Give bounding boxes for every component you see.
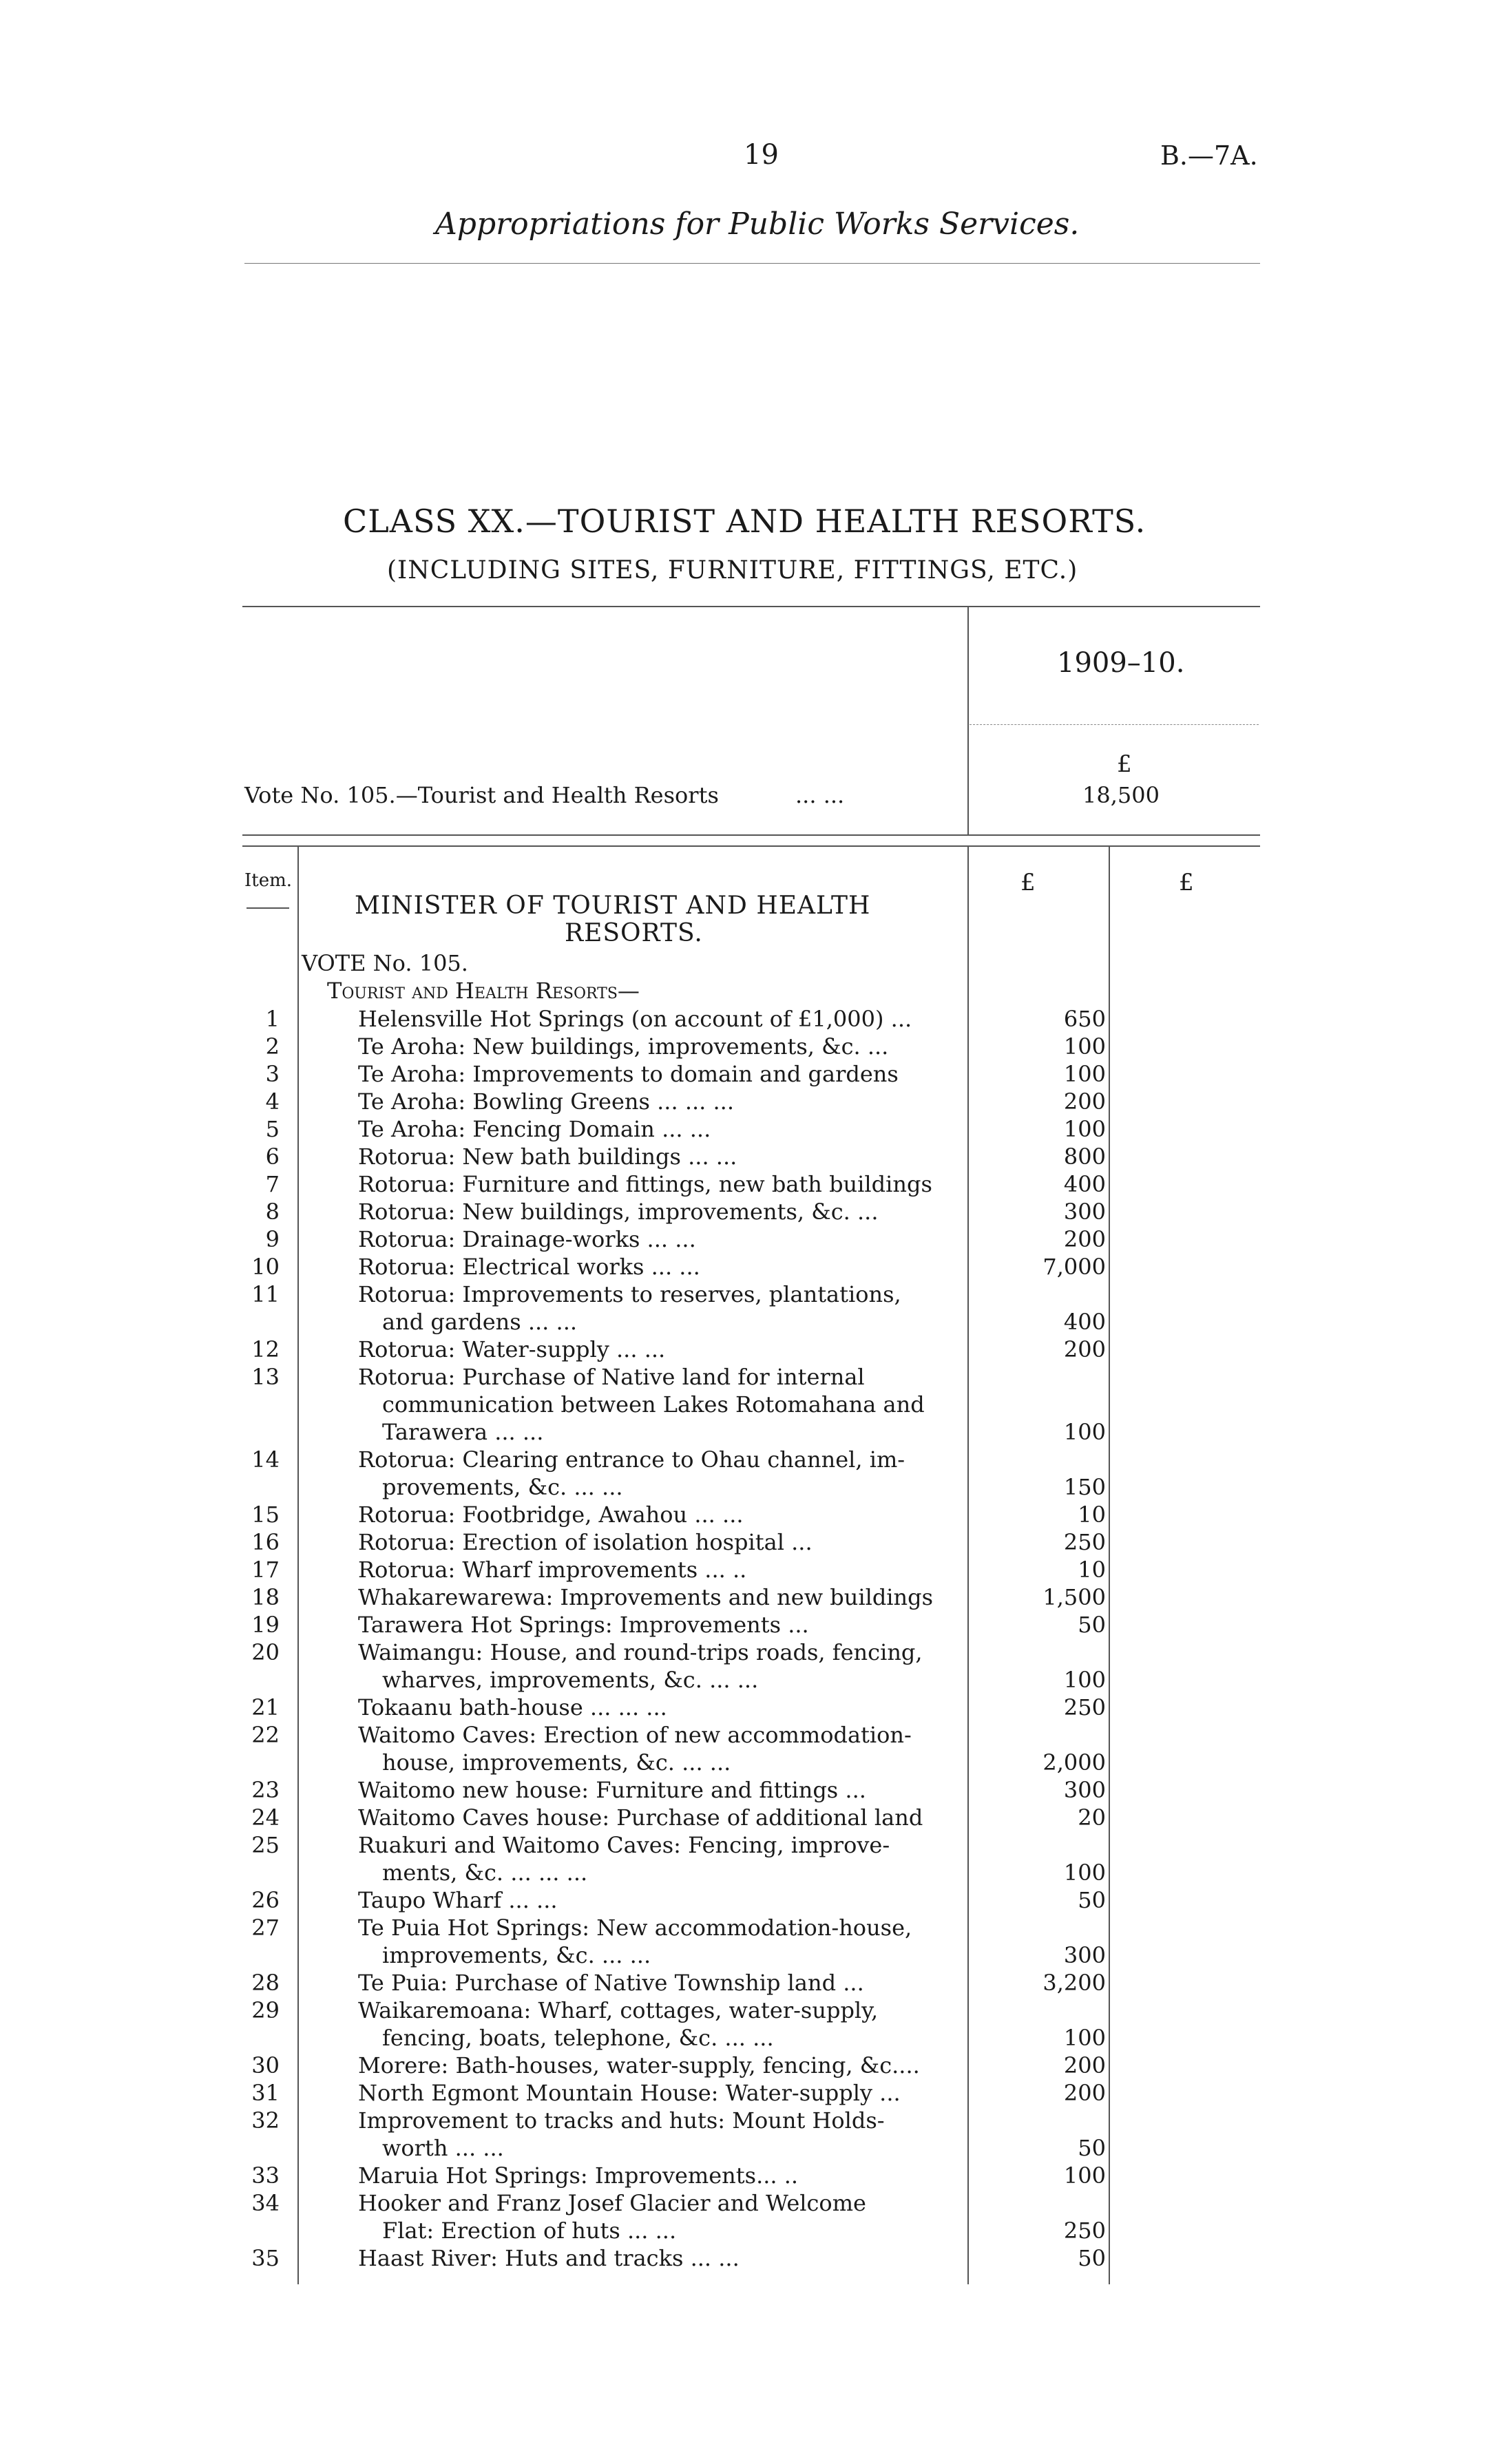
vote-amount: 18,500 [1082,782,1160,808]
table-row [0,1115,1488,1143]
item-description: Rotorua: New bath buildings ... ... [358,1144,737,1170]
table-row [0,2244,1488,2272]
table-row [0,1088,1488,1115]
item-amount: 200 [1063,2080,1106,2106]
item-description: Rotorua: Footbridge, Awahou ... ... [358,1502,744,1528]
item-number: 31 [251,2080,280,2106]
item-number: 2 [265,1033,280,1060]
item-description: Tarawera Hot Springs: Improvements ... [358,1612,809,1638]
table-row [0,1721,1488,1776]
item-amount: 50 [1078,1612,1106,1638]
item-amount: 200 [1063,2052,1106,2078]
item-number: 15 [251,1502,280,1528]
table-row [0,1501,1488,1528]
item-description: Te Puia Hot Springs: New accommodation-house, [358,1915,912,1941]
item-amount: 7,000 [1042,1254,1106,1280]
summary-currency: £ [1117,750,1132,778]
item-amount: 10 [1078,1557,1106,1583]
item-number: 16 [251,1529,280,1555]
item-description: Rotorua: Clearing entrance to Ohau channel, im- [358,1446,905,1473]
item-number: 35 [251,2245,280,2271]
item-number: 6 [265,1144,280,1170]
year-label: 1909–10. [1057,647,1185,679]
item-description: Rotorua: Water-supply ... ... [358,1336,666,1362]
item-description: Rotorua: Furniture and fittings, new bath buildings [358,1171,932,1197]
item-description: Tokaanu bath-house ... ... ... [358,1694,667,1720]
item-amount: 100 [1063,1116,1106,1142]
item-number: 10 [251,1254,280,1280]
class-subtitle: (INCLUDING SITES, FURNITURE, FITTINGS, ETC.) [387,556,1078,585]
table-row [0,1997,1488,2052]
item-number: 5 [265,1116,280,1142]
amount-column-currency: £ [1020,869,1036,896]
item-number: 7 [265,1171,280,1197]
table-row [0,1639,1488,1694]
table-row [0,1831,1488,1886]
item-amount: 50 [1078,2135,1106,2161]
item-amount: 100 [1063,1860,1106,1886]
vote-leaders: ... ... [795,782,845,808]
class-title: CLASS XX.—TOURIST AND HEALTH RESORTS. [343,503,1146,540]
table-row [0,1281,1488,1336]
table-row [0,2079,1488,2107]
item-number: 28 [251,1970,280,1996]
item-description: Maruia Hot Springs: Improvements... .. [358,2162,799,2189]
item-amount: 100 [1063,2162,1106,2189]
total-column-currency: £ [1179,869,1194,896]
item-amount: 200 [1063,1226,1106,1252]
table-top-rule [242,845,1260,847]
item-description: communication between Lakes Rotomahana and [382,1391,925,1418]
item-amount: 200 [1063,1336,1106,1362]
table-row [0,2107,1488,2162]
vote-heading: VOTE No. 105. [302,950,468,976]
item-number: 25 [251,1832,280,1858]
item-number: 20 [251,1639,280,1665]
item-description: Rotorua: Electrical works ... ... [358,1254,700,1280]
item-description: Waikaremoana: Wharf, cottages, water-supply, [358,1997,879,2023]
table-row [0,1225,1488,1253]
item-amount: 400 [1063,1309,1106,1335]
table-row [0,1694,1488,1721]
tourist-health-subheading: Tourist and Health Resorts— [327,978,640,1004]
item-amount: 300 [1063,1199,1106,1225]
item-number: 30 [251,2052,280,2078]
table-row [0,1253,1488,1281]
running-title: Appropriations for Public Works Services. [435,207,1080,242]
summary-column-divider [967,607,969,834]
item-amount: 250 [1063,1694,1106,1720]
item-amount: 1,500 [1042,1584,1106,1610]
item-description: fencing, boats, telephone, &c. ... ... [382,2025,774,2051]
item-number: 21 [251,1694,280,1720]
item-number: 9 [265,1226,280,1252]
table-row [0,2189,1488,2244]
item-amount: 250 [1063,2218,1106,2244]
document-reference: B.—7A. [1160,140,1258,171]
item-header-underline [247,907,289,909]
table-row [0,1583,1488,1611]
item-number: 27 [251,1915,280,1941]
table-row [0,1005,1488,1033]
item-amount: 100 [1063,1033,1106,1060]
item-amount: 100 [1063,1667,1106,1693]
item-number: 32 [251,2107,280,2134]
item-amount: 650 [1063,1006,1106,1032]
item-amount: 300 [1063,1942,1106,1968]
item-description: Improvement to tracks and huts: Mount Holds- [358,2107,885,2134]
item-description: ments, &c. ... ... ... [382,1860,588,1886]
item-description: Tarawera ... ... [382,1419,544,1445]
item-description: Rotorua: Erection of isolation hospital ... [358,1529,813,1555]
item-description: Rotorua: Improvements to reserves, plantations, [358,1281,901,1307]
item-number: 4 [265,1088,280,1115]
table-row [0,2162,1488,2189]
item-amount: 400 [1063,1171,1106,1197]
item-number: 8 [265,1199,280,1225]
item-number: 3 [265,1061,280,1087]
table-row [0,2052,1488,2079]
table-row [0,1143,1488,1170]
item-description: house, improvements, &c. ... ... [382,1749,731,1776]
item-number: 18 [251,1584,280,1610]
item-number: 22 [251,1722,280,1748]
item-description: Ruakuri and Waitomo Caves: Fencing, improve- [358,1832,890,1858]
item-number: 12 [251,1336,280,1362]
item-amount: 20 [1078,1804,1106,1831]
item-number: 11 [251,1281,280,1307]
header-rule [244,263,1260,264]
item-description: Waitomo new house: Furniture and fittings ... [358,1777,866,1803]
table-row [0,1556,1488,1583]
item-description: Waitomo Caves house: Purchase of additional land [358,1804,923,1831]
item-number: 24 [251,1804,280,1831]
item-description: Te Aroha: Fencing Domain ... ... [358,1116,711,1142]
item-number: 34 [251,2190,280,2216]
item-number: 26 [251,1887,280,1913]
item-amount: 100 [1063,1419,1106,1445]
item-description: Rotorua: New buildings, improvements, &c. ... [358,1199,879,1225]
table-row [0,1363,1488,1446]
item-description: Te Aroha: New buildings, improvements, &c. ... [358,1033,889,1060]
table-row [0,1914,1488,1969]
item-amount: 100 [1063,1061,1106,1087]
item-number: 14 [251,1446,280,1473]
table-row [0,1060,1488,1088]
table-row [0,1446,1488,1501]
item-description: Waimangu: House, and round-trips roads, fencing, [358,1639,923,1665]
vote-label: Vote No. 105.—Tourist and Health Resorts [244,782,719,808]
item-amount: 50 [1078,1887,1106,1913]
summary-bottom-rule [242,834,1260,836]
table-row [0,1528,1488,1556]
item-description: Rotorua: Wharf improvements ... .. [358,1557,747,1583]
item-description: Whakarewarewa: Improvements and new buildings [358,1584,934,1610]
item-description: Rotorua: Purchase of Native land for internal [358,1364,865,1390]
summary-top-rule [242,606,1260,607]
item-column-header: Item. [244,870,293,891]
item-description: and gardens ... ... [382,1309,578,1335]
item-amount: 250 [1063,1529,1106,1555]
item-number: 23 [251,1777,280,1803]
ministry-heading-line2: RESORTS. [565,919,703,947]
item-number: 17 [251,1557,280,1583]
item-number: 1 [265,1006,280,1032]
item-number: 13 [251,1364,280,1390]
item-amount: 800 [1063,1144,1106,1170]
item-description: Morere: Bath-houses, water-supply, fencing, &c.... [358,2052,920,2078]
item-amount: 150 [1063,1474,1106,1500]
table-row [0,1611,1488,1639]
item-description: Waitomo Caves: Erection of new accommodation- [358,1722,912,1748]
table-row [0,1886,1488,1914]
table-row [0,1969,1488,1997]
item-description: Te Puia: Purchase of Native Township land ... [358,1970,864,1996]
item-amount: 10 [1078,1502,1106,1528]
item-description: North Egmont Mountain House: Water-supply ... [358,2080,901,2106]
item-description: Te Aroha: Bowling Greens ... ... ... [358,1088,735,1115]
item-number: 33 [251,2162,280,2189]
table-row [0,1198,1488,1225]
item-amount: 2,000 [1042,1749,1106,1776]
item-description: Helensville Hot Springs (on account of £1,000) ... [358,1006,912,1032]
year-rule [970,724,1259,725]
table-row [0,1033,1488,1060]
item-description: Taupo Wharf ... ... [358,1887,558,1913]
item-description: Rotorua: Drainage-works ... ... [358,1226,696,1252]
item-amount: 100 [1063,2025,1106,2051]
table-row [0,1170,1488,1198]
item-number: 19 [251,1612,280,1638]
item-amount: 3,200 [1042,1970,1106,1996]
item-description: Hooker and Franz Josef Glacier and Welcome [358,2190,866,2216]
item-description: Haast River: Huts and tracks ... ... [358,2245,740,2271]
item-description: provements, &c. ... ... [382,1474,623,1500]
table-row [0,1776,1488,1804]
ministry-heading-line1: MINISTER OF TOURIST AND HEALTH [355,892,871,920]
table-row [0,1336,1488,1363]
item-description: wharves, improvements, &c. ... ... [382,1667,759,1693]
item-amount: 50 [1078,2245,1106,2271]
page-number: 19 [744,139,779,171]
table-row [0,1804,1488,1831]
item-amount: 300 [1063,1777,1106,1803]
item-number: 29 [251,1997,280,2023]
item-description: improvements, &c. ... ... [382,1942,651,1968]
item-description: Te Aroha: Improvements to domain and gardens [358,1061,899,1087]
item-description: worth ... ... [382,2135,504,2161]
item-description: Flat: Erection of huts ... ... [382,2218,677,2244]
item-amount: 200 [1063,1088,1106,1115]
